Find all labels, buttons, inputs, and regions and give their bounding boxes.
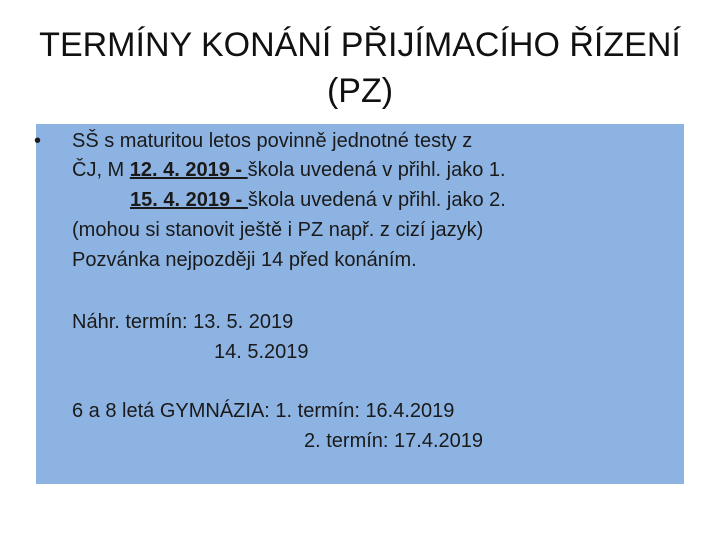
line-first-term-prefix: ČJ, M	[72, 159, 130, 181]
line-gymnasium-term1: 6 a 8 letá GYMNÁZIA: 1. termín: 16.4.2019	[72, 400, 455, 422]
line-invitation: Pozvánka nejpozději 14 před konáním.	[72, 249, 417, 271]
line-alt-term-date2: 14. 5.2019	[214, 341, 309, 363]
first-term-date: 12. 4. 2019 -	[129, 159, 248, 181]
first-term-school: škola uvedená v přihl. jako 1.	[247, 159, 506, 181]
bullet-marker: •	[34, 130, 42, 152]
line-first-term	[72, 157, 506, 183]
line-alt-term: Náhr. termín: 13. 5. 2019	[72, 311, 294, 333]
second-term-date: 15. 4. 2019 -	[130, 189, 248, 211]
line-pz-note: (mohou si stanovit ještě i PZ např. z cizí jazyk)	[72, 219, 484, 241]
slide-title-line1: TERMÍNY KONÁNÍ PŘIJÍMACÍHO ŘÍZENÍ	[39, 26, 681, 64]
slide-title-line2: (PZ)	[326, 72, 394, 110]
line-gymnasium-term2: 2. termín: 17.4.2019	[304, 430, 484, 452]
slide-title	[20, 22, 700, 114]
line-maturita: SŠ s maturitou letos povinně jednotné testy z	[72, 130, 473, 152]
second-term-school: škola uvedená v přihl. jako 2.	[247, 189, 506, 211]
line-second-term	[130, 187, 506, 213]
